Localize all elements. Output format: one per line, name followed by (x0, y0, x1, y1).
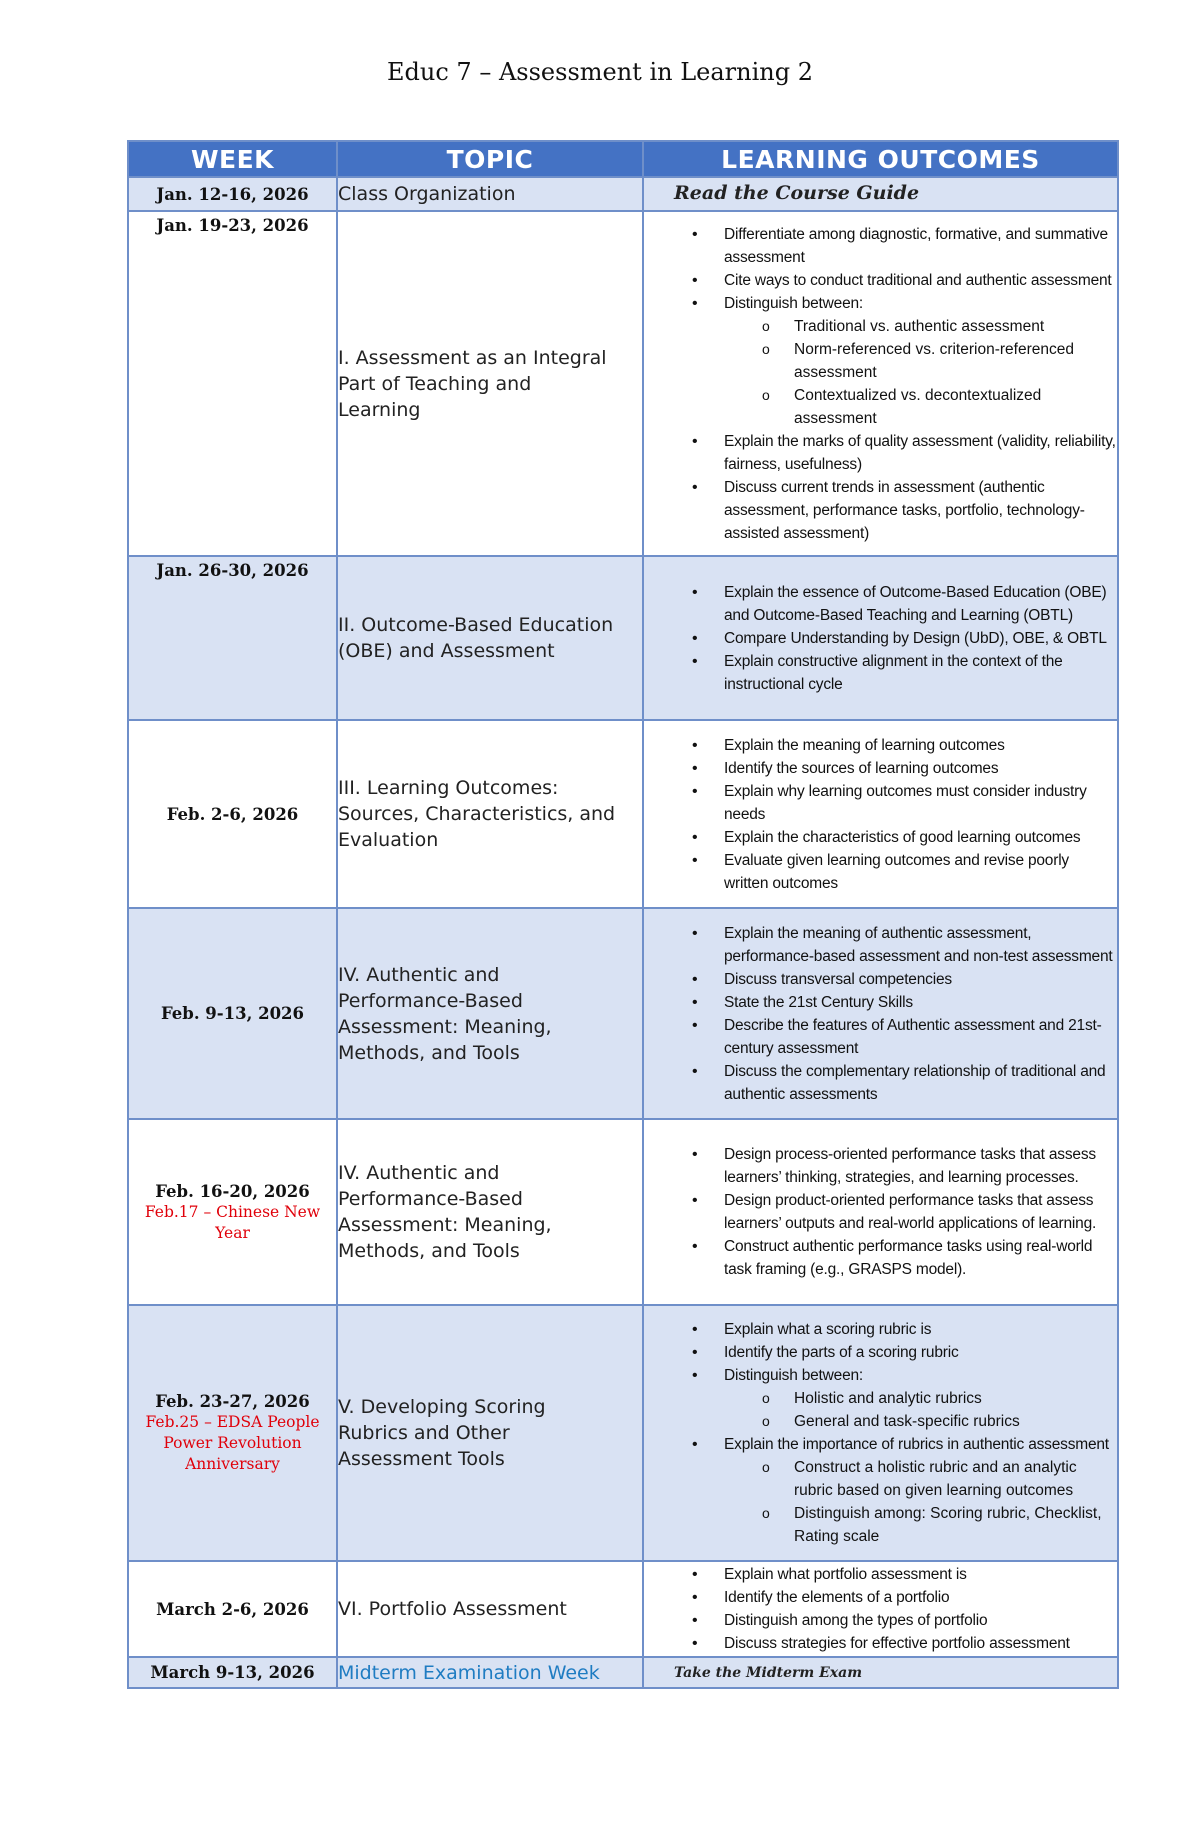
table-row (128, 556, 1118, 720)
topic-line: Assessment Tools (338, 1448, 505, 1470)
week-dates: Feb. 23-27, 2026 (155, 1392, 310, 1411)
sub-list-item: o Norm-referenced vs. criterion-referenced assessment (724, 338, 1117, 384)
sub-list-item: o Contextualized vs. decontextualized assessment (724, 384, 1117, 430)
list-item: • Distinguish among the types of portfolio (644, 1609, 1117, 1632)
table-row (128, 177, 1118, 211)
course-schedule-table (127, 140, 1119, 1689)
list-item: • Explain the importance of rubrics in authentic assessment o Construct a holistic rubric and an analytic rubric based on given learning outcomes o Distinguish among: Scoring rubric, Checklist, Rating scale (644, 1433, 1117, 1548)
topic-line: (OBE) and Assessment (338, 640, 555, 662)
list-item: • Cite ways to conduct traditional and authentic assessment (644, 269, 1117, 292)
list-item: • Distinguish between: o Traditional vs. authentic assessment o Norm-referenced vs. criterion-referenced assessment o Contextualized vs. decontextualized assessment (644, 292, 1117, 430)
topic-line: Methods, and Tools (338, 1041, 520, 1064)
topic-cell (337, 1305, 643, 1561)
topic-cell (337, 556, 643, 720)
list-item: • Evaluate given learning outcomes and revise poorly written outcomes (644, 849, 1117, 895)
table-row (128, 211, 1118, 556)
header-topic: TOPIC (337, 141, 643, 177)
topic-line: IV. Authentic and (338, 963, 500, 986)
list-item: • Differentiate among diagnostic, formative, and summative assessment (644, 223, 1117, 269)
midterm-exam-note: Take the Midterm Exam (674, 1664, 863, 1681)
sub-list-item: o General and task-specific rubrics (724, 1410, 1117, 1433)
topic-line: Midterm Examination Week (338, 1661, 600, 1684)
topic-line: I. Assessment as an Integral (338, 346, 607, 369)
list-item: • Describe the features of Authentic assessment and 21st-century assessment (644, 1014, 1117, 1060)
header-row (128, 141, 1118, 177)
list-item: • Explain the essence of Outcome-Based Education (OBE) and Outcome-Based Teaching and Learning (OBTL) (644, 581, 1117, 627)
list-item: • Explain the meaning of authentic assessment, performance-based assessment and non-test assessment (644, 922, 1117, 968)
course-guide-note: Read the Course Guide (674, 182, 920, 204)
list-item: • Explain the marks of quality assessment (validity, reliability, fairness, usefulness) (644, 430, 1117, 476)
sub-list-item: o Construct a holistic rubric and an analytic rubric based on given learning outcomes (724, 1456, 1117, 1502)
topic-cell (337, 211, 643, 556)
outcomes-cell (643, 177, 1118, 211)
topic-line: IV. Authentic and (338, 1162, 500, 1184)
outcomes-cell (643, 1657, 1118, 1688)
sub-list-item: o Distinguish among: Scoring rubric, Checklist, Rating scale (724, 1502, 1117, 1548)
topic-cell (337, 908, 643, 1119)
week-cell: Feb. 9-13, 2026 (128, 908, 337, 1119)
outcomes-list (644, 1143, 1117, 1281)
outcomes-cell (643, 556, 1118, 720)
table-row (128, 1561, 1118, 1657)
list-item: • Identify the elements of a portfolio (644, 1586, 1117, 1609)
week-cell: March 9-13, 2026 (128, 1657, 337, 1688)
week-cell: Feb. 2-6, 2026 (128, 720, 337, 908)
list-item: • Design product-oriented performance tasks that assess learners’ outputs and real-world applications of learning. (644, 1189, 1117, 1235)
list-item: • Explain what portfolio assessment is (644, 1563, 1117, 1586)
topic-line: Evaluation (338, 829, 439, 851)
list-item: • Discuss strategies for effective portfolio assessment (644, 1632, 1117, 1655)
outcomes-cell (643, 908, 1118, 1119)
list-item: • Explain the characteristics of good learning outcomes (644, 826, 1117, 849)
table-row (128, 908, 1118, 1119)
list-item: • Discuss transversal competencies (644, 968, 1117, 991)
topic-cell (337, 720, 643, 908)
topic-line: Assessment: Meaning, (338, 1214, 552, 1236)
holiday-note: Feb.25 – EDSA People Power Revolution Anniversary (145, 1413, 320, 1473)
sub-list (724, 315, 1117, 430)
sub-list-item: o Holistic and analytic rubrics (724, 1387, 1117, 1410)
topic-line: Class Organization (338, 183, 516, 205)
week-cell: Jan. 19-23, 2026 (128, 211, 337, 556)
list-item: • Explain the meaning of learning outcomes (644, 734, 1117, 757)
table-row (128, 1657, 1118, 1688)
table-row (128, 720, 1118, 908)
table-row (128, 1305, 1118, 1561)
topic-line: Rubrics and Other (338, 1422, 510, 1444)
document-title: Educ 7 – Assessment in Learning 2 (387, 58, 813, 86)
sub-list (724, 1387, 1117, 1433)
outcomes-cell (643, 1305, 1118, 1561)
topic-cell (337, 1657, 643, 1688)
outcomes-list (644, 223, 1117, 545)
topic-line: III. Learning Outcomes: (338, 777, 559, 799)
sub-list-item: o Traditional vs. authentic assessment (724, 315, 1117, 338)
list-item: • Explain why learning outcomes must consider industry needs (644, 780, 1117, 826)
topic-line: II. Outcome-Based Education (338, 614, 614, 636)
list-item: • Identify the parts of a scoring rubric (644, 1341, 1117, 1364)
week-cell: Jan. 12-16, 2026 (128, 177, 337, 211)
list-item: • Identify the sources of learning outcomes (644, 757, 1117, 780)
week-cell (128, 1119, 337, 1305)
outcomes-cell (643, 211, 1118, 556)
list-item: • Construct authentic performance tasks using real-world task framing (e.g., GRASPS model). (644, 1235, 1117, 1281)
topic-line: V. Developing Scoring (338, 1396, 546, 1418)
header-learning-outcomes: LEARNING OUTCOMES (643, 141, 1118, 177)
list-item: • Explain what a scoring rubric is (644, 1318, 1117, 1341)
list-item: • State the 21st Century Skills (644, 991, 1117, 1014)
header-week: WEEK (128, 141, 337, 177)
week-cell: March 2-6, 2026 (128, 1561, 337, 1657)
outcomes-list (644, 581, 1117, 696)
topic-cell (337, 1561, 643, 1657)
week-cell: Jan. 26-30, 2026 (128, 556, 337, 720)
topic-line: Part of Teaching and (338, 372, 532, 395)
topic-cell (337, 177, 643, 211)
table-row (128, 1119, 1118, 1305)
topic-line: Assessment: Meaning, (338, 1015, 552, 1038)
list-item: • Discuss current trends in assessment (authentic assessment, performance tasks, portfolio, technology-assisted assessment) (644, 476, 1117, 545)
week-cell (128, 1305, 337, 1561)
topic-line: VI. Portfolio Assessment (338, 1598, 567, 1620)
outcomes-list (644, 1318, 1117, 1548)
sub-list (724, 1456, 1117, 1548)
topic-line: Performance-Based (338, 989, 523, 1012)
outcomes-cell (643, 1561, 1118, 1657)
list-item: • Distinguish between: o Holistic and analytic rubrics o General and task-specific rubrics (644, 1364, 1117, 1433)
outcomes-list (644, 734, 1117, 895)
outcomes-cell (643, 720, 1118, 908)
outcomes-cell (643, 1119, 1118, 1305)
topic-cell (337, 1119, 643, 1305)
week-dates: Feb. 16-20, 2026 (155, 1181, 310, 1201)
list-item: • Design process-oriented performance tasks that assess learners’ thinking, strategies, and learning processes. (644, 1143, 1117, 1189)
holiday-note: Feb.17 – Chinese New Year (144, 1202, 321, 1242)
outcomes-list (644, 1563, 1117, 1655)
list-item: • Explain constructive alignment in the context of the instructional cycle (644, 650, 1117, 696)
list-item: • Compare Understanding by Design (UbD), OBE, & OBTL (644, 627, 1117, 650)
topic-line: Performance-Based (338, 1188, 523, 1210)
list-item: • Discuss the complementary relationship of traditional and authentic assessments (644, 1060, 1117, 1106)
topic-line: Methods, and Tools (338, 1240, 520, 1262)
topic-line: Sources, Characteristics, and (338, 803, 616, 825)
outcomes-list (644, 922, 1117, 1106)
topic-line: Learning (338, 398, 421, 421)
